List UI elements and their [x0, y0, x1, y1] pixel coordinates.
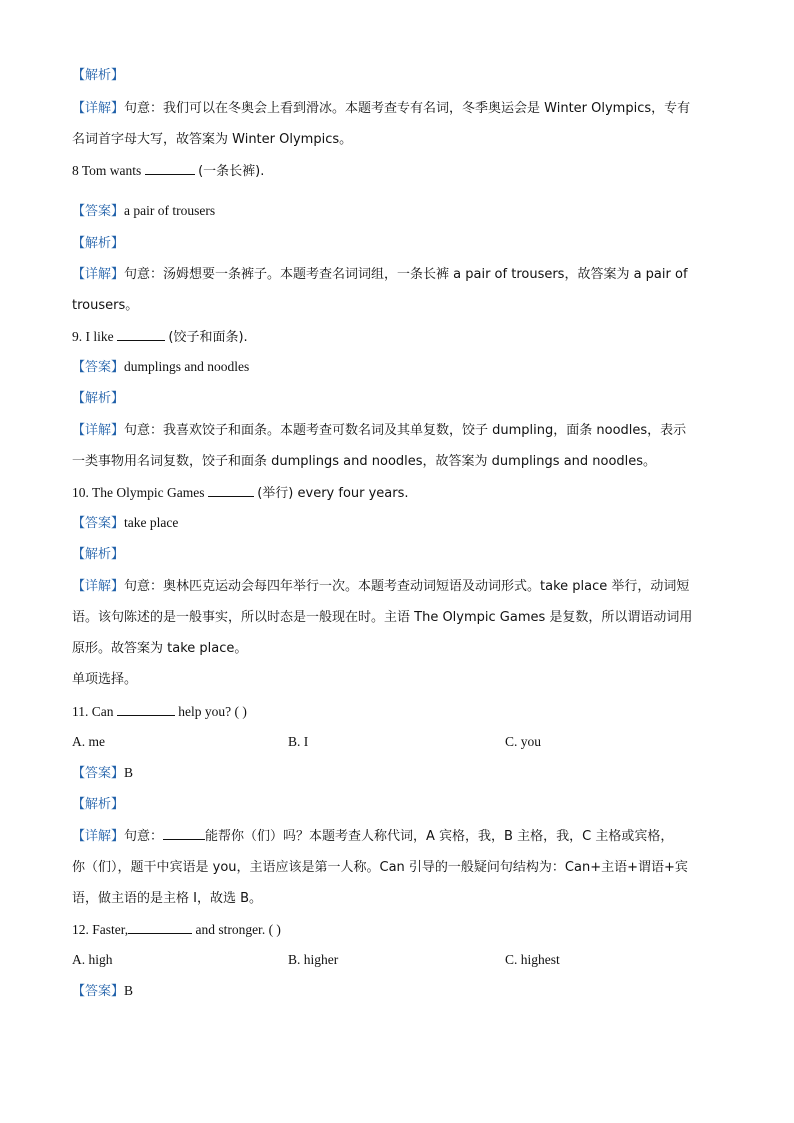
- option-c: C. highest: [505, 952, 560, 967]
- option-a: A. high: [72, 952, 113, 967]
- option-c: C. you: [505, 734, 542, 749]
- answer-line: 【答案】B: [72, 765, 134, 781]
- answer-blank: [117, 327, 165, 341]
- answer-blank: [117, 702, 175, 716]
- detail-line: 一类事物用名词复数，饺子和面条 dumplings and noodles，故答案为 dumplings and noodles。: [72, 454, 657, 469]
- detail-line: 名词首字母大写，故答案为 Winter Olympics。: [72, 132, 353, 147]
- analysis-heading: 【解析】: [72, 68, 125, 83]
- option-b: B. I: [288, 734, 309, 749]
- section-title: 单项选择。: [72, 672, 138, 687]
- option-b: B. higher: [288, 952, 339, 967]
- answer-line: 【答案】take place: [72, 515, 179, 531]
- answer-line: 【答案】dumplings and noodles: [72, 359, 250, 375]
- question-10-prompt: 10. The Olympic Games (举行) every four years.: [72, 485, 409, 501]
- detail-line: 语。该句陈述的是一般事实，所以时态是一般现在时。主语 The Olympic Games 是复数，所以谓语动词用: [72, 610, 693, 625]
- analysis-heading: 【解析】: [72, 547, 125, 562]
- detail-line: 你（们），题干中宾语是 you，主语应该是第一人称。Can 引导的一般疑问句结构为：Can+主语+谓语+宾: [72, 860, 688, 875]
- analysis-heading: 【解析】: [72, 797, 125, 812]
- detail-line: 【详解】句意：汤姆想要一条裤子。本题考查名词词组，一条长裤 a pair of trousers，故答案为 a pair of: [72, 267, 688, 282]
- detail-line: 【详解】句意：奥林匹克运动会每四年举行一次。本题考查动词短语及动词形式。take place 举行，动词短: [72, 579, 690, 594]
- answer-blank: [145, 161, 195, 175]
- detail-line: 【详解】句意：我们可以在冬奥会上看到滑冰。本题考查专有名词，冬季奥运会是 Winter Olympics，专有: [72, 101, 691, 116]
- option-a: A. me: [72, 734, 105, 749]
- detail-line: 语，做主语的是主格 I，故选 B。: [72, 891, 263, 906]
- analysis-heading: 【解析】: [72, 391, 125, 406]
- answer-blank: [208, 483, 254, 497]
- analysis-heading: 【解析】: [72, 236, 125, 251]
- detail-line: 【详解】句意： 能帮你（们）吗？本题考查人称代词，A 宾格，我，B 主格，我，C 主格或宾格，: [72, 826, 673, 846]
- question-8-prompt: 8 Tom wants (一条长裤).: [72, 163, 265, 179]
- detail-line: 【详解】句意：我喜欢饺子和面条。本题考查可数名词及其单复数，饺子 dumpling，面条 noodles，表示: [72, 423, 687, 438]
- detail-line: 原形。故答案为 take place。: [72, 641, 248, 656]
- question-12-prompt: 12. Faster, and stronger. ( ): [72, 922, 281, 937]
- question-9-prompt: 9. I like (饺子和面条).: [72, 329, 248, 345]
- answer-line: 【答案】B: [72, 983, 134, 999]
- answer-line: 【答案】a pair of trousers: [72, 203, 216, 219]
- question-11-prompt: 11. Can help you? ( ): [72, 704, 247, 719]
- answer-blank: [163, 826, 205, 840]
- detail-line: trousers。: [72, 298, 139, 313]
- answer-blank: [128, 920, 192, 934]
